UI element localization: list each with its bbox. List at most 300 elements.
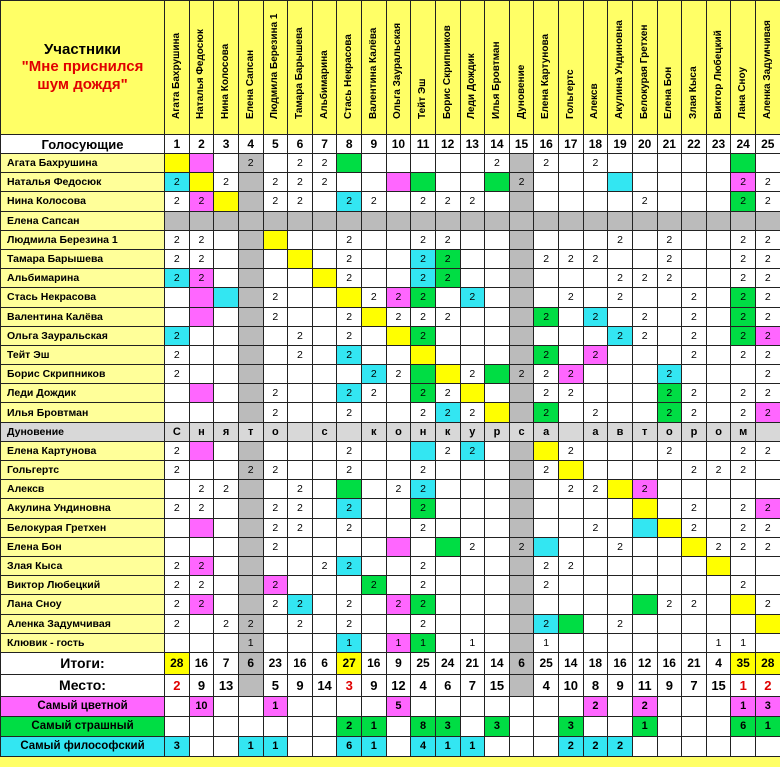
category-cell: 4 (411, 736, 436, 756)
vote-cell (312, 288, 337, 307)
vote-cell (608, 576, 633, 595)
vote-cell (583, 614, 608, 633)
vote-cell (312, 211, 337, 230)
participant-column-header (435, 1, 460, 135)
vote-cell (534, 192, 559, 211)
vote-cell: а (583, 422, 608, 441)
vote-cell: 2 (485, 154, 510, 173)
vote-cell (706, 154, 731, 173)
participant-name: Нина Колосова (220, 43, 232, 119)
vote-cell: 2 (682, 403, 707, 422)
vote-cell: 2 (288, 192, 313, 211)
vote-cell (731, 211, 756, 230)
vote-cell (608, 365, 633, 384)
vote-cell (509, 614, 534, 633)
vote-cell (509, 211, 534, 230)
vote-cell (214, 518, 239, 537)
vote-cell: 2 (165, 249, 190, 268)
participant-number: 14 (485, 135, 510, 154)
voter-row (1, 345, 780, 364)
vote-cell: 2 (337, 518, 362, 537)
vote-cell: 2 (386, 595, 411, 614)
vote-cell: 2 (559, 384, 584, 403)
vote-cell (189, 288, 214, 307)
vote-cell: 2 (756, 499, 780, 518)
vote-cell: 1 (337, 633, 362, 652)
participant-number: 17 (559, 135, 584, 154)
vote-cell: н (411, 422, 436, 441)
vote-cell (263, 614, 288, 633)
vote-cell (608, 441, 633, 460)
voter-row (1, 173, 780, 192)
vote-cell (165, 480, 190, 499)
vote-cell: 2 (583, 480, 608, 499)
vote-cell (189, 384, 214, 403)
category-cell (682, 696, 707, 716)
participant-column-header (706, 1, 731, 135)
vote-cell (756, 480, 780, 499)
vote-cell (238, 326, 263, 345)
vote-cell: 2 (756, 307, 780, 326)
vote-cell (485, 307, 510, 326)
vote-cell: 2 (559, 480, 584, 499)
vote-cell: 2 (731, 307, 756, 326)
category-cell (559, 696, 584, 716)
vote-cell (214, 307, 239, 326)
vote-cell: 2 (731, 537, 756, 556)
vote-cell (214, 288, 239, 307)
vote-cell: 2 (288, 595, 313, 614)
vote-cell (362, 595, 387, 614)
voter-name: Дуновение (1, 422, 165, 441)
vote-cell (460, 230, 485, 249)
vote-cell (460, 556, 485, 575)
vote-cell (362, 441, 387, 460)
vote-cell: 2 (731, 441, 756, 460)
participant-column-header (756, 1, 780, 135)
vote-cell (485, 480, 510, 499)
participant-column-header (509, 1, 534, 135)
number-row (1, 135, 780, 154)
vote-cell (238, 384, 263, 403)
voter-name: Леди Дождик (1, 384, 165, 403)
vote-cell: 2 (559, 556, 584, 575)
place-cell: 9 (657, 674, 682, 696)
vote-cell (657, 307, 682, 326)
vote-cell (435, 499, 460, 518)
vote-cell: 2 (657, 269, 682, 288)
vote-cell: 2 (608, 614, 633, 633)
vote-cell (756, 211, 780, 230)
category-cell (362, 696, 387, 716)
vote-cell: о (386, 422, 411, 441)
vote-cell (706, 556, 731, 575)
vote-cell (583, 192, 608, 211)
vote-cell (657, 173, 682, 192)
vote-cell (485, 556, 510, 575)
totals-label: Итоги: (1, 652, 165, 674)
voter-name: Альбимарина (1, 269, 165, 288)
participant-name: Валентина Калёва (367, 27, 379, 119)
voter-row (1, 518, 780, 537)
vote-cell: 2 (559, 441, 584, 460)
vote-cell (559, 537, 584, 556)
category-cell (608, 696, 633, 716)
vote-cell: 2 (386, 480, 411, 499)
vote-cell: 2 (509, 173, 534, 192)
vote-cell: 2 (362, 384, 387, 403)
vote-cell: 2 (756, 192, 780, 211)
title-line-3: шум дождя" (37, 76, 128, 93)
place-cell: 15 (485, 674, 510, 696)
vote-cell (337, 576, 362, 595)
vote-cell (485, 288, 510, 307)
place-cell: 2 (165, 674, 190, 696)
vote-cell (460, 307, 485, 326)
category-cell: 3 (756, 696, 780, 716)
vote-cell: 2 (165, 499, 190, 518)
voter-row (1, 403, 780, 422)
vote-cell: 2 (165, 556, 190, 575)
total-cell: 16 (657, 652, 682, 674)
voter-name: Лана Сноу (1, 595, 165, 614)
vote-cell: 2 (756, 173, 780, 192)
vote-cell (485, 537, 510, 556)
category-cell: 5 (386, 696, 411, 716)
participant-number: 3 (214, 135, 239, 154)
vote-cell (509, 326, 534, 345)
vote-cell (608, 211, 633, 230)
category-cell: 1 (632, 716, 657, 736)
vote-cell (386, 211, 411, 230)
vote-cell (386, 614, 411, 633)
vote-cell: 2 (756, 384, 780, 403)
total-cell: 28 (756, 652, 780, 674)
participant-number: 9 (362, 135, 387, 154)
participant-name: Гольгертс (564, 69, 576, 119)
category-cell (288, 696, 313, 716)
vote-cell (435, 556, 460, 575)
vote-cell: 1 (706, 633, 731, 652)
category-cell (238, 716, 263, 736)
voter-name: Тамара Барышева (1, 249, 165, 268)
vote-cell: 2 (608, 326, 633, 345)
participant-name: Илья Бровтман (490, 41, 502, 119)
category-cell (263, 716, 288, 736)
vote-cell: 2 (534, 307, 559, 326)
category-cell: 2 (559, 736, 584, 756)
participant-number: 24 (731, 135, 756, 154)
vote-cell: 2 (559, 365, 584, 384)
vote-cell: 2 (411, 595, 436, 614)
vote-cell (337, 211, 362, 230)
vote-cell (411, 365, 436, 384)
category-cell (460, 716, 485, 736)
vote-cell: 2 (632, 307, 657, 326)
vote-cell: я (214, 422, 239, 441)
vote-cell: 2 (189, 576, 214, 595)
vote-cell (583, 537, 608, 556)
vote-cell (312, 249, 337, 268)
vote-cell (559, 422, 584, 441)
category-cell (485, 696, 510, 716)
vote-cell: 2 (509, 537, 534, 556)
vote-cell (706, 230, 731, 249)
participant-column-header (312, 1, 337, 135)
vote-cell: 2 (411, 307, 436, 326)
total-cell: 16 (608, 652, 633, 674)
vote-cell: 2 (238, 614, 263, 633)
voter-name: Акулина Ундиновна (1, 499, 165, 518)
vote-cell: 2 (165, 365, 190, 384)
vote-cell (706, 499, 731, 518)
vote-cell: 2 (731, 173, 756, 192)
category-label: Самый цветной (1, 696, 165, 716)
vote-cell (214, 633, 239, 652)
vote-cell (238, 518, 263, 537)
vote-cell (608, 480, 633, 499)
vote-cell (632, 518, 657, 537)
voter-name: Наталья Федосюк (1, 173, 165, 192)
vote-cell: 2 (362, 192, 387, 211)
vote-cell (362, 230, 387, 249)
participant-name: Альбимарина (318, 50, 330, 119)
category-cell (386, 736, 411, 756)
vote-cell: 2 (337, 441, 362, 460)
vote-cell: 2 (682, 326, 707, 345)
vote-cell (731, 556, 756, 575)
vote-cell (731, 365, 756, 384)
vote-cell: 2 (509, 365, 534, 384)
participant-name: Белокурая Гретхен (638, 24, 650, 119)
vote-cell: 2 (559, 249, 584, 268)
vote-cell (312, 192, 337, 211)
category-cell: 1 (731, 696, 756, 716)
total-cell: 25 (534, 652, 559, 674)
vote-cell: 2 (731, 461, 756, 480)
category-cell (756, 736, 780, 756)
vote-cell (485, 595, 510, 614)
category-cell (682, 736, 707, 756)
vote-cell (435, 288, 460, 307)
vote-cell: 2 (411, 499, 436, 518)
vote-cell: 2 (731, 230, 756, 249)
vote-cell (312, 230, 337, 249)
vote-cell (485, 518, 510, 537)
vote-cell: 2 (435, 249, 460, 268)
vote-cell: С (165, 422, 190, 441)
vote-cell (386, 192, 411, 211)
vote-cell (362, 154, 387, 173)
vote-cell: 2 (731, 288, 756, 307)
voter-name: Елена Картунова (1, 441, 165, 460)
vote-cell (435, 518, 460, 537)
category-cell (189, 716, 214, 736)
vote-cell (238, 556, 263, 575)
vote-cell (509, 288, 534, 307)
vote-cell (165, 288, 190, 307)
vote-cell (534, 211, 559, 230)
vote-cell (559, 461, 584, 480)
participant-name: Елена Сапсан (244, 49, 256, 119)
vote-cell (189, 173, 214, 192)
vote-cell (411, 211, 436, 230)
vote-cell (731, 480, 756, 499)
vote-cell: 2 (608, 288, 633, 307)
vote-cell (632, 633, 657, 652)
vote-cell: 2 (731, 499, 756, 518)
participant-number: 22 (682, 135, 707, 154)
vote-cell: м (731, 422, 756, 441)
vote-cell: 2 (337, 614, 362, 633)
vote-cell (509, 595, 534, 614)
vote-cell: 2 (756, 403, 780, 422)
vote-cell: 2 (731, 576, 756, 595)
category-cell (238, 696, 263, 716)
place-cell: 1 (731, 674, 756, 696)
vote-cell: 2 (731, 192, 756, 211)
total-cell: 6 (509, 652, 534, 674)
vote-cell (559, 595, 584, 614)
vote-cell (534, 173, 559, 192)
vote-cell (509, 480, 534, 499)
voters-label: Голосующие (1, 135, 165, 154)
participant-name: Дуновение (515, 64, 527, 119)
vote-cell (238, 345, 263, 364)
vote-cell (165, 403, 190, 422)
vote-cell: 2 (657, 365, 682, 384)
vote-cell (435, 633, 460, 652)
vote-cell (706, 211, 731, 230)
voter-name: Виктор Любецкий (1, 576, 165, 595)
vote-cell: 2 (263, 173, 288, 192)
vote-cell (238, 269, 263, 288)
vote-cell: 2 (337, 556, 362, 575)
vote-cell (509, 345, 534, 364)
vote-cell (214, 384, 239, 403)
vote-cell: 2 (165, 230, 190, 249)
participant-column-header (337, 1, 362, 135)
vote-cell (559, 576, 584, 595)
vote-cell (189, 307, 214, 326)
vote-cell (509, 249, 534, 268)
vote-cell (559, 499, 584, 518)
vote-cell: 2 (189, 230, 214, 249)
total-cell: 16 (362, 652, 387, 674)
participant-column-header (534, 1, 559, 135)
vote-cell (608, 384, 633, 403)
vote-cell (214, 499, 239, 518)
vote-cell: 2 (312, 556, 337, 575)
vote-cell (534, 480, 559, 499)
vote-cell (682, 633, 707, 652)
vote-cell (362, 461, 387, 480)
vote-cell: 2 (263, 384, 288, 403)
participant-name: Тейт Эш (417, 78, 429, 119)
vote-cell (238, 249, 263, 268)
category-cell (312, 736, 337, 756)
vote-cell (608, 461, 633, 480)
participant-number: 5 (263, 135, 288, 154)
totals-row (1, 652, 780, 674)
vote-cell (509, 403, 534, 422)
total-cell: 27 (337, 652, 362, 674)
vote-cell: 2 (731, 384, 756, 403)
category-cell: 1 (362, 716, 387, 736)
vote-cell: 2 (411, 384, 436, 403)
vote-cell: 2 (534, 556, 559, 575)
voter-name: Борис Скрипников (1, 365, 165, 384)
voter-name: Людмила Березина 1 (1, 230, 165, 249)
vote-cell: 2 (411, 556, 436, 575)
vote-cell: 2 (534, 249, 559, 268)
participant-name: Борис Скрипников (441, 25, 453, 119)
vote-cell (362, 307, 387, 326)
category-cell (312, 716, 337, 736)
voter-row (1, 633, 780, 652)
category-cell: 2 (632, 696, 657, 716)
vote-cell (238, 537, 263, 556)
vote-cell (583, 595, 608, 614)
voter-row (1, 288, 780, 307)
vote-cell (559, 633, 584, 652)
vote-cell (386, 461, 411, 480)
participant-column-header (485, 1, 510, 135)
vote-cell (509, 230, 534, 249)
participant-name: Елена Картунова (540, 33, 552, 119)
vote-cell (460, 480, 485, 499)
vote-cell (608, 345, 633, 364)
vote-cell: 2 (534, 365, 559, 384)
vote-cell: 2 (657, 249, 682, 268)
vote-cell (263, 345, 288, 364)
vote-cell (238, 595, 263, 614)
category-cell (583, 716, 608, 736)
category-row (1, 696, 780, 716)
vote-cell (288, 461, 313, 480)
vote-cell: 2 (756, 441, 780, 460)
category-cell (214, 696, 239, 716)
vote-cell (731, 154, 756, 173)
vote-cell: 2 (189, 480, 214, 499)
vote-cell (165, 537, 190, 556)
vote-cell: к (435, 422, 460, 441)
vote-cell: 2 (165, 595, 190, 614)
vote-cell (608, 499, 633, 518)
vote-cell (485, 441, 510, 460)
vote-cell (682, 211, 707, 230)
voter-row (1, 614, 780, 633)
vote-cell (559, 307, 584, 326)
vote-cell (263, 154, 288, 173)
vote-cell: 2 (608, 537, 633, 556)
vote-cell (608, 249, 633, 268)
vote-cell (632, 211, 657, 230)
vote-cell (263, 480, 288, 499)
vote-cell (312, 537, 337, 556)
vote-cell: 2 (312, 173, 337, 192)
voter-row (1, 326, 780, 345)
vote-cell (559, 614, 584, 633)
vote-cell: 2 (288, 614, 313, 633)
voter-row (1, 154, 780, 173)
voter-name: Елена Бон (1, 537, 165, 556)
voter-row (1, 480, 780, 499)
vote-cell: 2 (706, 537, 731, 556)
vote-cell: 2 (165, 345, 190, 364)
vote-cell: с (312, 422, 337, 441)
vote-cell: 2 (731, 403, 756, 422)
